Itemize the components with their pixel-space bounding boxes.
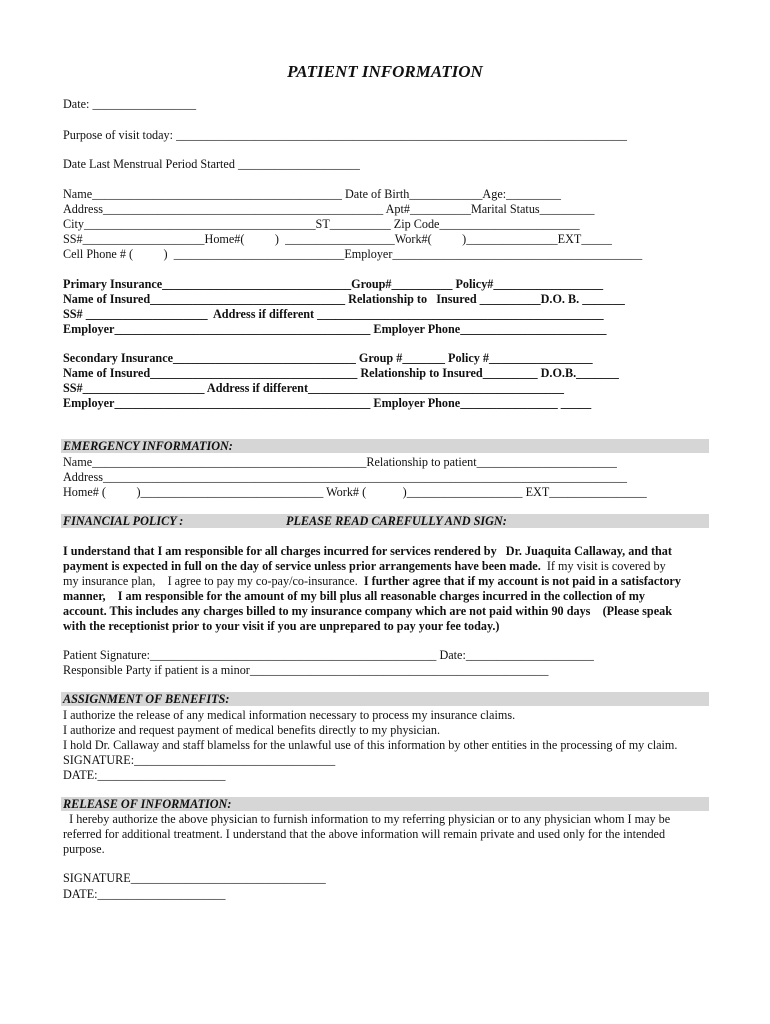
patient-city-state-zip-row[interactable]: City______________________________________ST__________ Zip Code_______________________ [63,217,580,231]
release-text-line: I hereby authorize the above physician to furnish information to my referring physician or to any physician whom I may be [63,812,671,826]
financial-line: my insurance plan, I agree to pay my co-pay/co-insurance. I further agree that if my account is not paid in a satisfactory [63,574,681,588]
emergency-phone-row[interactable]: Home# ( )______________________________ Work# ( )___________________ EXT________________ [63,485,647,499]
primary-insurance-row[interactable]: Primary Insurance_______________________________Group#__________ Policy#__________________ [63,277,604,291]
patient-name-dob-age-row[interactable]: Name_________________________________________ Date of Birth____________Age:_________ [63,187,561,201]
financial-line: manner, I am responsible for the amount of my bill plus all reasonable charges incurred in the collection of my [63,589,645,603]
visit-date-field[interactable]: Date: _________________ [63,97,197,111]
financial-line: account. This includes any charges billed to my insurance company which are not paid within 90 days (Please speak [63,604,672,618]
secondary-insurance-row[interactable]: Secondary Insurance______________________________ Group #_______ Policy #_________________ [63,351,593,365]
primary-employer-row[interactable]: Employer__________________________________________ Employer Phone________________________ [63,322,607,336]
patient-address-row[interactable]: Address______________________________________________ Apt#__________Marital Status_________ [63,202,595,216]
primary-insured-name-row[interactable]: Name of Insured________________________________ Relationship to Insured __________D.O. B. _______ [63,292,625,306]
last-menstrual-period-field[interactable]: Date Last Menstrual Period Started ____________________ [63,157,360,171]
release-header-label: RELEASE OF INFORMATION: [63,797,232,811]
assignment-signature-field[interactable]: SIGNATURE:_________________________________ [63,753,336,767]
secondary-insured-name-row[interactable]: Name of Insured__________________________________ Relationship to Insured_________ D.O.B._______ [63,366,619,380]
patient-signature-field[interactable]: Patient Signature:_______________________________________________ Date:_____________________ [63,648,594,662]
purpose-of-visit-field[interactable]: Purpose of visit today: __________________________________________________________________________ [63,128,628,142]
assignment-text-line: I hold Dr. Callaway and staff blamelss for the unlawful use of this information by other entities in the processing of my claim. [63,738,678,752]
assignment-date-field[interactable]: DATE:_____________________ [63,768,226,782]
patient-ssn-phone-row[interactable]: SS#____________________Home#( ) __________________Work#( )_______________EXT_____ [63,232,612,246]
emergency-address-row[interactable]: Address______________________________________________________________________________________ [63,470,628,484]
release-text-line: referred for additional treatment. I understand that the above information will remain private and used only for the intended [63,827,666,841]
responsible-party-field[interactable]: Responsible Party if patient is a minor_________________________________________________ [63,663,549,677]
assignment-section-header [61,692,709,706]
financial-line: I understand that I am responsible for all charges incurred for services rendered by Dr. Juaquita Callaway, and that [63,544,672,558]
primary-insured-ssn-row[interactable]: SS# ____________________ Address if different _______________________________________________ [63,307,604,321]
secondary-insured-ssn-row[interactable]: SS#____________________ Address if different__________________________________________ [63,381,564,395]
release-text-line: purpose. [63,842,105,856]
financial-policy-text [63,544,713,634]
assignment-text-line: I authorize the release of any medical information necessary to process my insurance claims. [63,708,516,722]
financial-line: with the receptionist prior to your visit if you are unprepared to pay your fee today.) [63,619,500,633]
please-read-sign-label: PLEASE READ CAREFULLY AND SIGN: [286,514,507,528]
emergency-header-label: EMERGENCY INFORMATION: [63,439,233,453]
financial-section-header [61,514,709,528]
secondary-employer-row[interactable]: Employer__________________________________________ Employer Phone________________ _____ [63,396,592,410]
release-signature-field[interactable]: SIGNATURE________________________________ [63,871,326,885]
patient-cell-employer-row[interactable]: Cell Phone # ( ) ____________________________Employer_________________________________________ [63,247,643,261]
financial-header-label: FINANCIAL POLICY : [63,514,184,528]
emergency-name-row[interactable]: Name_____________________________________________Relationship to patient_______________________ [63,455,617,469]
assignment-header-label: ASSIGNMENT OF BENEFITS: [63,692,230,706]
page-title: PATIENT INFORMATION [287,62,483,81]
release-section-header [61,797,709,811]
release-date-field[interactable]: DATE:_____________________ [63,887,226,901]
emergency-section-header [61,439,709,453]
assignment-text-line: I authorize and request payment of medical benefits directly to my physician. [63,723,441,737]
financial-line: payment is expected in full on the day of service unless prior arrangements have been made. If my visit is covered by [63,559,666,573]
